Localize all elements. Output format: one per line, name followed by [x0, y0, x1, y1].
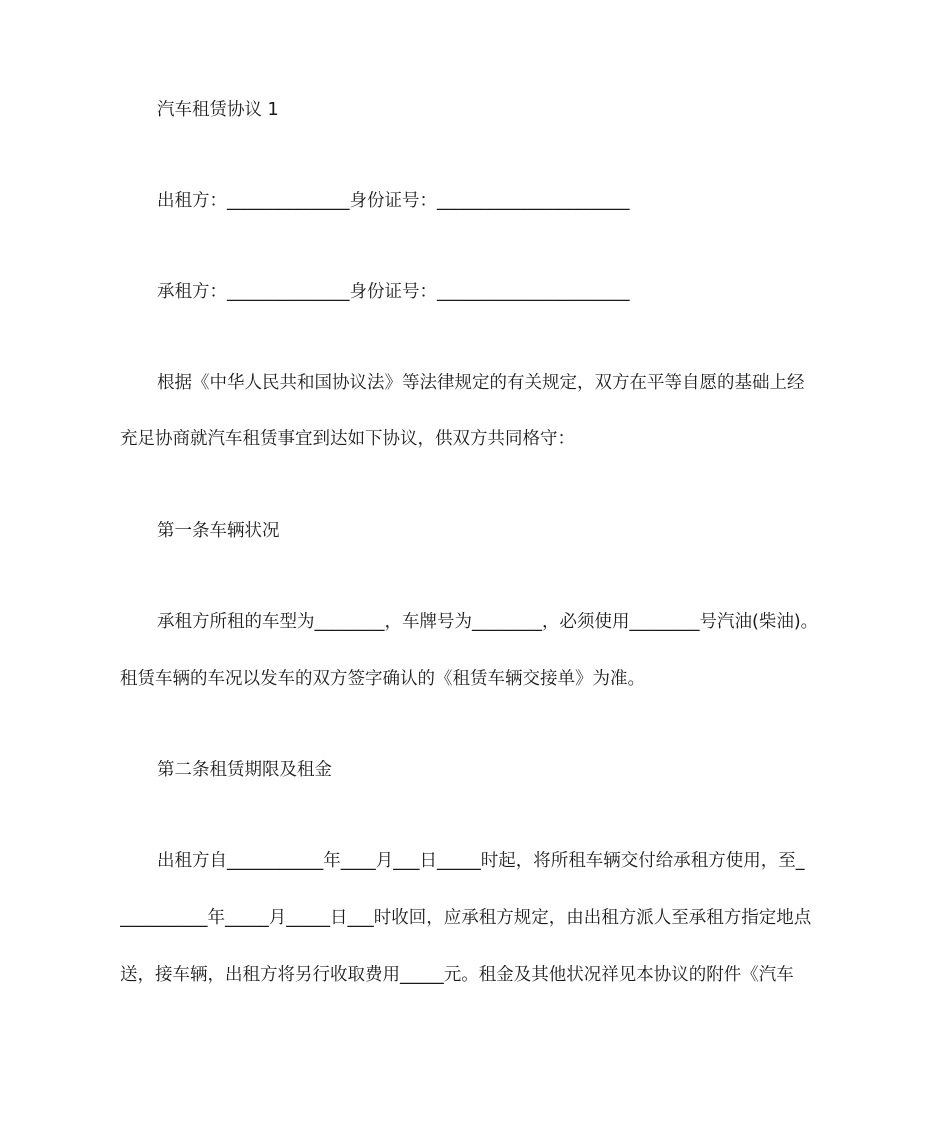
article2-line-2: __________年_____月_____日___时收回，应承租方规定，由出租方派人至承租方指定地点: [120, 908, 812, 928]
article1-heading: 第一条车辆状况: [157, 521, 280, 541]
document-title: 汽车租赁协议 1: [157, 100, 279, 120]
article2-line-1: 出租方自___________年____月___日_____时起，将所租车辆交付给承租方使用，至_: [157, 851, 805, 871]
lessee-line: 承租方：______________身份证号：______________________: [157, 282, 630, 302]
article2-line-3: 送，接车辆，出租方将另行收取费用_____元。租金及其他状况祥见本协议的附件《汽车: [120, 965, 794, 985]
article2-heading: 第二条租赁期限及租金: [157, 760, 332, 780]
lessor-line: 出租方：______________身份证号：______________________: [157, 191, 630, 211]
article1-line-2: 租赁车辆的车况以发车的双方签字确认的《租赁车辆交接单》为准。: [120, 669, 645, 689]
preamble-line-1: 根据《中华人民共和国协议法》等法律规定的有关规定，双方在平等自愿的基础上经: [157, 373, 805, 393]
article1-line-1: 承租方所租的车型为________，车牌号为________，必须使用________号汽油(柴油)。: [157, 612, 819, 632]
preamble-line-2: 充足协商就汽车租赁事宜到达如下协议，供双方共同格守：: [120, 429, 575, 449]
